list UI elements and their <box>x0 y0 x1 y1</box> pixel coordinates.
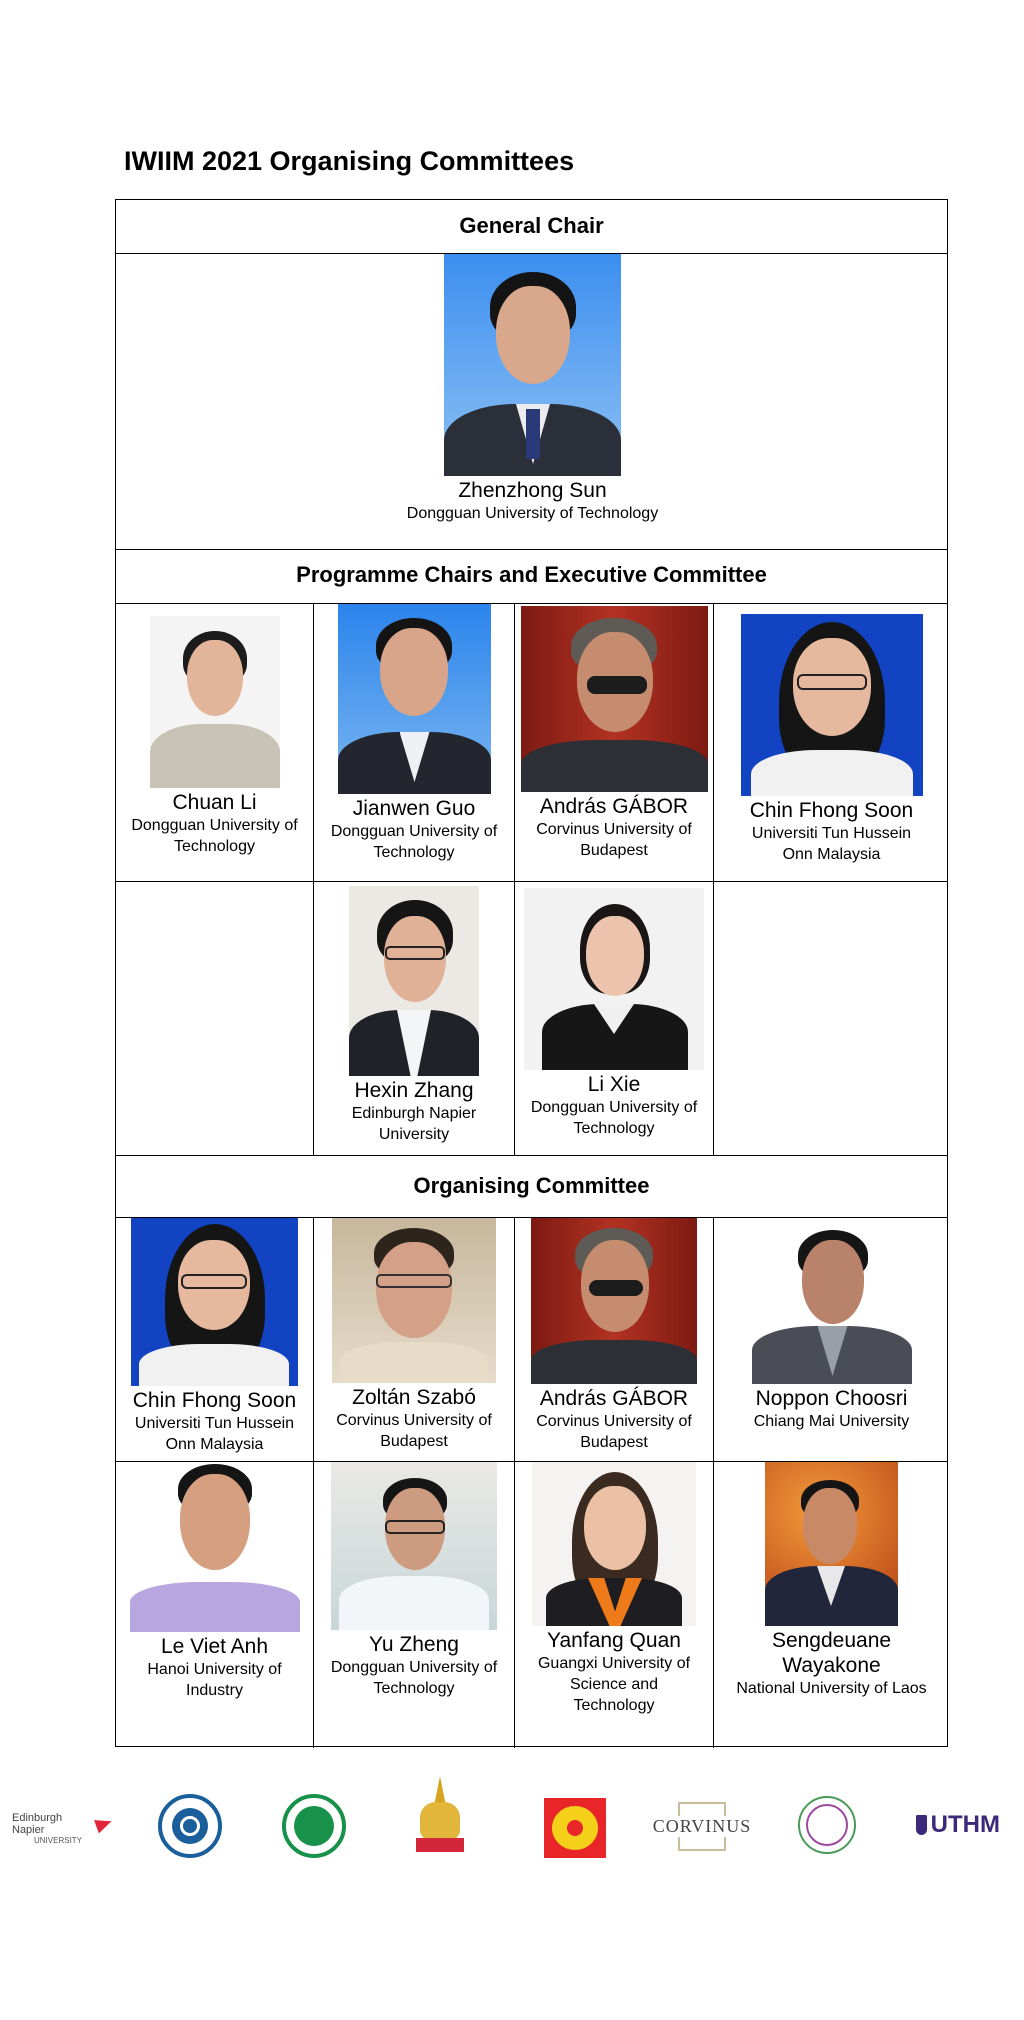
portrait-photo <box>524 888 704 1070</box>
person-affiliation: Dongguan University of Technology <box>530 1099 698 1137</box>
person-name: Yu Zheng <box>369 1633 459 1656</box>
university-crest-logo <box>412 1772 468 1862</box>
shield-icon <box>916 1815 927 1835</box>
person-name: Noppon Choosri <box>755 1387 908 1410</box>
row-divider <box>116 1155 947 1156</box>
portrait-photo <box>338 604 491 794</box>
portrait-photo <box>331 1462 497 1630</box>
member-cell <box>714 604 949 865</box>
person-affiliation: Dongguan University of Technology <box>406 505 659 522</box>
person-name: Zoltán Szabó <box>352 1386 476 1409</box>
member-cell <box>314 1462 514 1699</box>
section-header-programme: Programme Chairs and Executive Committee <box>296 562 767 587</box>
person-name: Sengdeuane Wayakone <box>771 1629 892 1677</box>
portrait-photo <box>131 1218 298 1386</box>
university-logo-yellow <box>544 1798 606 1858</box>
portrait-photo <box>531 1218 697 1384</box>
person-affiliation: Dongguan University of Technology <box>330 1659 498 1697</box>
flag-icon <box>94 1814 114 1833</box>
portrait-photo <box>532 1462 696 1626</box>
person-affiliation: Guangxi University of Science and Technology <box>537 1655 691 1714</box>
edinburgh-napier-logo <box>12 1810 112 1846</box>
member-cell <box>116 1462 313 1701</box>
person-affiliation: National University of Laos <box>736 1680 927 1697</box>
person-affiliation: Dongguan University of Technology <box>131 817 298 855</box>
person-name: Yanfang Quan <box>547 1629 681 1652</box>
logo-text: Edinburgh Napier <box>12 1811 63 1836</box>
person-affiliation: Corvinus University of Budapest <box>536 821 692 859</box>
university-seal-logo <box>798 1796 856 1854</box>
logo-text: CORVINUS <box>652 1815 752 1836</box>
person-affiliation: Chiang Mai University <box>753 1413 910 1430</box>
person-affiliation: Corvinus University of Budapest <box>336 1412 492 1450</box>
portrait-photo <box>752 1226 912 1384</box>
section-header-general-chair: General Chair <box>459 213 604 238</box>
corvinus-logo <box>652 1796 752 1856</box>
person-name: Chuan Li <box>172 791 257 814</box>
member-cell <box>515 882 713 1139</box>
person-affiliation: Edinburgh Napier University <box>351 1105 477 1143</box>
portrait-photo <box>444 254 621 476</box>
committee-table <box>115 199 948 1747</box>
member-cell <box>515 1462 713 1716</box>
partner-logos <box>0 1780 1024 1890</box>
portrait-photo <box>765 1462 898 1626</box>
person-name: Chin Fhong Soon <box>749 799 914 822</box>
portrait-photo <box>332 1218 496 1383</box>
member-cell <box>714 1462 949 1699</box>
person-affiliation: Corvinus University of Budapest <box>536 1413 692 1451</box>
member-cell <box>314 1218 514 1452</box>
portrait-photo <box>741 614 923 796</box>
logo-text: UNIVERSITY <box>34 1835 83 1845</box>
university-seal-logo <box>158 1794 222 1858</box>
person-name: Zhenzhong Sun <box>458 479 607 502</box>
member-cell <box>314 604 514 863</box>
portrait-photo <box>150 616 280 788</box>
person-affiliation: Hanoi University of Industry <box>147 1661 282 1699</box>
member-cell <box>314 882 514 1145</box>
general-chair-cell <box>116 254 949 524</box>
person-name: András GÁBOR <box>539 795 689 818</box>
university-seal-logo <box>282 1794 346 1858</box>
member-cell <box>515 1218 713 1453</box>
portrait-photo <box>130 1462 300 1632</box>
person-name: András GÁBOR <box>539 1387 689 1410</box>
logo-text: UTHM <box>930 1811 1000 1838</box>
person-affiliation: Universiti Tun Hussein Onn Malaysia <box>751 825 912 863</box>
portrait-photo <box>521 606 708 792</box>
section-header-organising: Organising Committee <box>413 1173 650 1198</box>
person-affiliation: Universiti Tun Hussein Onn Malaysia <box>134 1415 295 1453</box>
portrait-photo <box>349 886 479 1076</box>
person-affiliation: Dongguan University of Technology <box>330 823 498 861</box>
uthm-logo <box>916 1808 1000 1842</box>
person-name: Jianwen Guo <box>352 797 476 820</box>
person-name: Le Viet Anh <box>160 1635 269 1658</box>
row-divider <box>116 549 947 550</box>
member-cell <box>515 604 713 861</box>
member-cell <box>116 604 313 857</box>
person-name: Li Xie <box>587 1073 641 1096</box>
page-title: IWIIM 2021 Organising Committees <box>124 146 575 176</box>
member-cell <box>116 1218 313 1455</box>
person-name: Chin Fhong Soon <box>132 1389 297 1412</box>
person-name: Hexin Zhang <box>354 1079 474 1102</box>
member-cell <box>714 1218 949 1432</box>
